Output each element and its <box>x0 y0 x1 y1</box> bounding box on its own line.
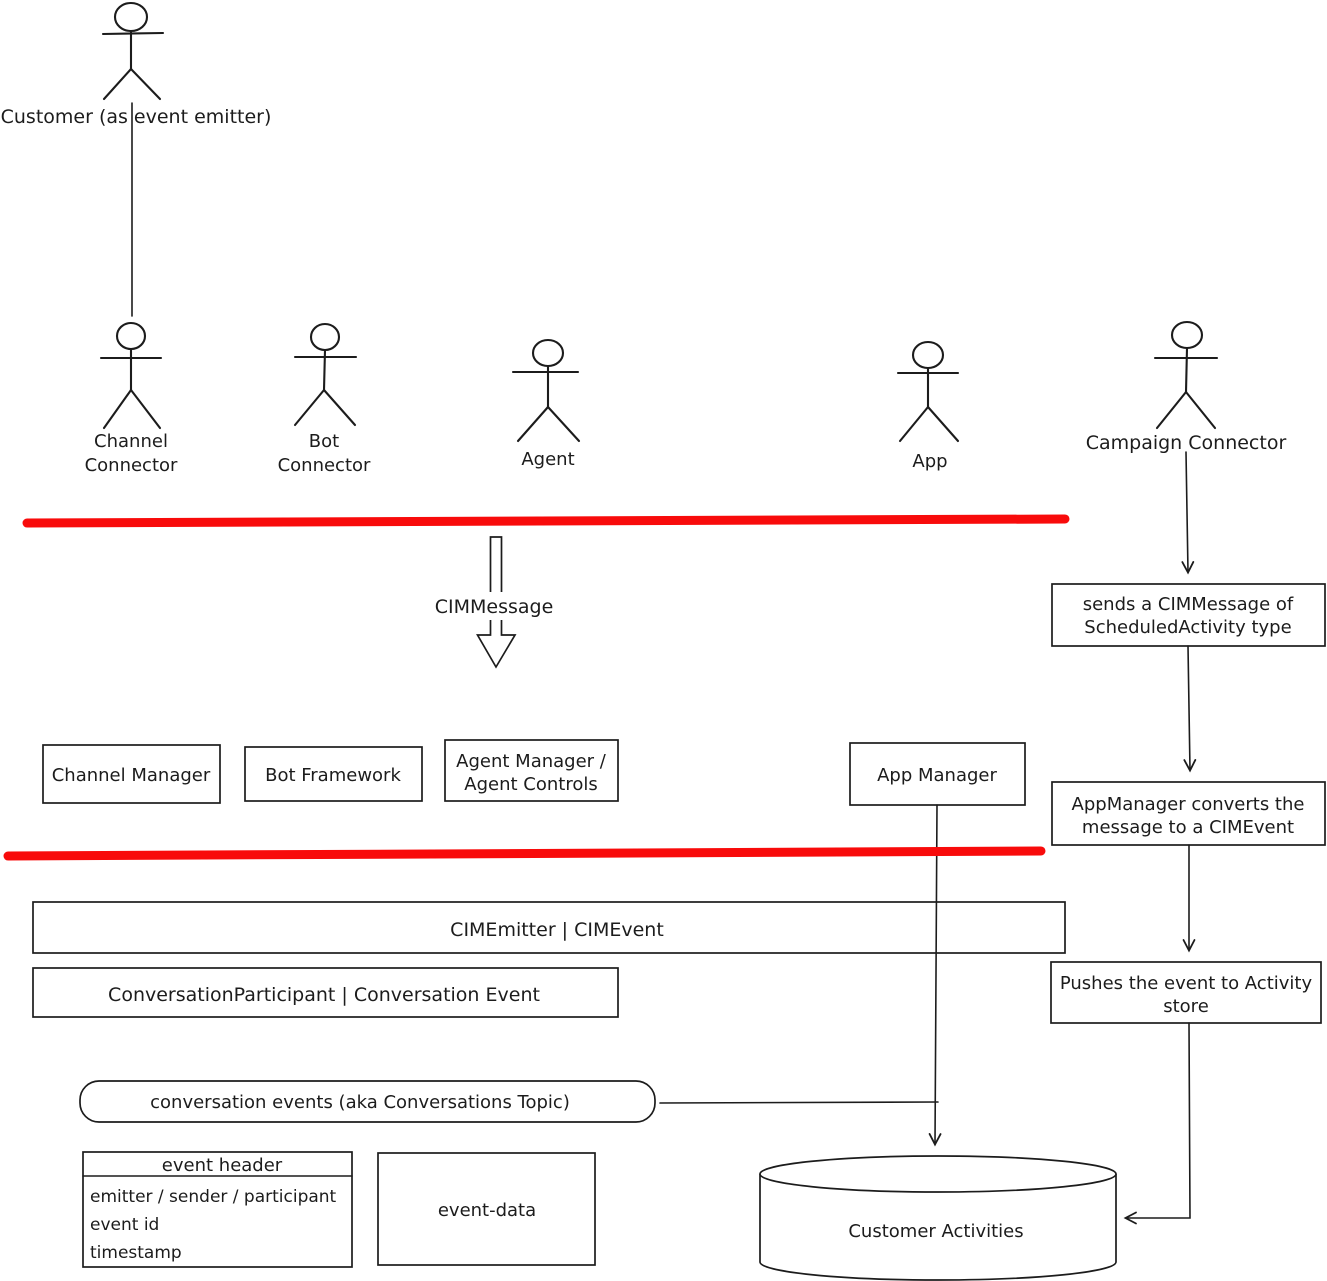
customer-arms <box>103 33 163 34</box>
conversation-events-topic-pill <box>80 1081 655 1122</box>
agent-head <box>533 340 563 366</box>
bot-framework-label: Bot Framework <box>265 765 401 786</box>
conversation-events-topic-label: conversation events (aka Conversations Topic) <box>150 1092 570 1113</box>
pushes-event-line2: store <box>1163 996 1209 1017</box>
app-manager-converts-box <box>1052 782 1325 845</box>
customer-activities-label: Customer Activities <box>848 1221 1024 1242</box>
campaign-connector-leg-left <box>1157 392 1186 428</box>
customer-activities-cylinder <box>760 1156 1116 1280</box>
bot-framework-box <box>245 747 422 801</box>
event-data-label: event-data <box>437 1200 537 1221</box>
customer-head <box>115 3 147 31</box>
cim-emitter-event-box <box>33 902 1065 953</box>
customer-label: Customer (as event emitter) <box>0 106 272 128</box>
app-manager-converts-line2: message to a CIMEvent <box>1081 817 1295 838</box>
app-leg-right <box>928 407 958 441</box>
swimlane-divider-top <box>27 519 1065 523</box>
channel-connector-leg-right <box>131 390 160 428</box>
sends-to-converts-arrow <box>1188 646 1190 770</box>
app-label: App <box>912 451 948 472</box>
topic-to-stream-connector <box>660 1102 938 1103</box>
campaign-to-sends-arrow <box>1186 452 1188 572</box>
campaign-connector-leg-right <box>1186 392 1215 428</box>
campaign-connector-label: Campaign Connector <box>1085 432 1287 454</box>
sends-cim-message-line1: sends a CIMMessage of <box>1082 594 1294 615</box>
agent-manager-label-line2: Agent Controls <box>464 774 598 795</box>
conversation-participant-event-label: ConversationParticipant | Conversation Event <box>108 984 540 1006</box>
bot-connector-actor <box>278 324 371 476</box>
cim-message-label: CIMMessage <box>434 596 554 618</box>
event-header-box <box>83 1152 352 1267</box>
event-header-row-timestamp: timestamp <box>90 1243 182 1263</box>
customer-leg-right <box>131 69 160 99</box>
event-header-row-participant: emitter / sender / participant <box>90 1187 337 1207</box>
cim-message-arrow <box>435 537 554 667</box>
customer-leg-left <box>104 69 131 99</box>
channel-connector-head <box>117 323 145 349</box>
campaign-connector-body <box>1186 348 1187 392</box>
campaign-connector-head <box>1172 322 1202 348</box>
bot-connector-head <box>311 324 339 350</box>
customer-actor <box>1 3 272 128</box>
pushes-event-box <box>1051 962 1321 1023</box>
bot-connector-leg-right <box>324 390 355 425</box>
app-head <box>913 342 943 368</box>
channel-manager-label: Channel Manager <box>51 765 211 786</box>
swimlane-divider-bottom <box>8 851 1041 856</box>
bot-connector-label-line2: Connector <box>277 455 371 476</box>
channel-manager-box <box>43 745 220 803</box>
bot-connector-leg-left <box>295 390 324 425</box>
app-actor <box>898 342 958 472</box>
event-header-row-event-id: event id <box>90 1215 160 1235</box>
sends-cim-message-line2: ScheduledActivity type <box>1084 617 1292 638</box>
agent-leg-left <box>518 407 548 441</box>
event-data-box <box>378 1153 595 1265</box>
bot-connector-label-line1: Bot <box>308 431 340 452</box>
cim-emitter-event-label: CIMEmitter | CIMEvent <box>450 919 664 941</box>
channel-connector-label-line1: Channel <box>94 431 168 452</box>
pushes-event-line1: Pushes the event to Activity <box>1059 973 1313 994</box>
agent-manager-label-line1: Agent Manager / <box>456 751 606 772</box>
app-leg-left <box>900 407 928 441</box>
event-header-title: event header <box>161 1155 283 1176</box>
app-manager-label: App Manager <box>877 765 997 786</box>
pushes-to-activities-arrow <box>1126 1023 1190 1218</box>
agent-actor <box>513 340 579 470</box>
channel-connector-leg-left <box>104 390 131 428</box>
cylinder-top <box>760 1156 1116 1192</box>
agent-leg-right <box>548 407 579 441</box>
channel-connector-actor <box>85 323 178 476</box>
conversation-participant-event-box <box>33 968 618 1017</box>
campaign-connector-actor <box>1086 322 1287 454</box>
channel-connector-label-line2: Connector <box>84 455 178 476</box>
agent-label: Agent <box>521 449 575 470</box>
app-manager-box <box>850 743 1025 805</box>
agent-manager-box <box>445 740 618 801</box>
app-manager-converts-line1: AppManager converts the <box>1071 794 1305 815</box>
sends-cim-message-box <box>1052 584 1325 646</box>
